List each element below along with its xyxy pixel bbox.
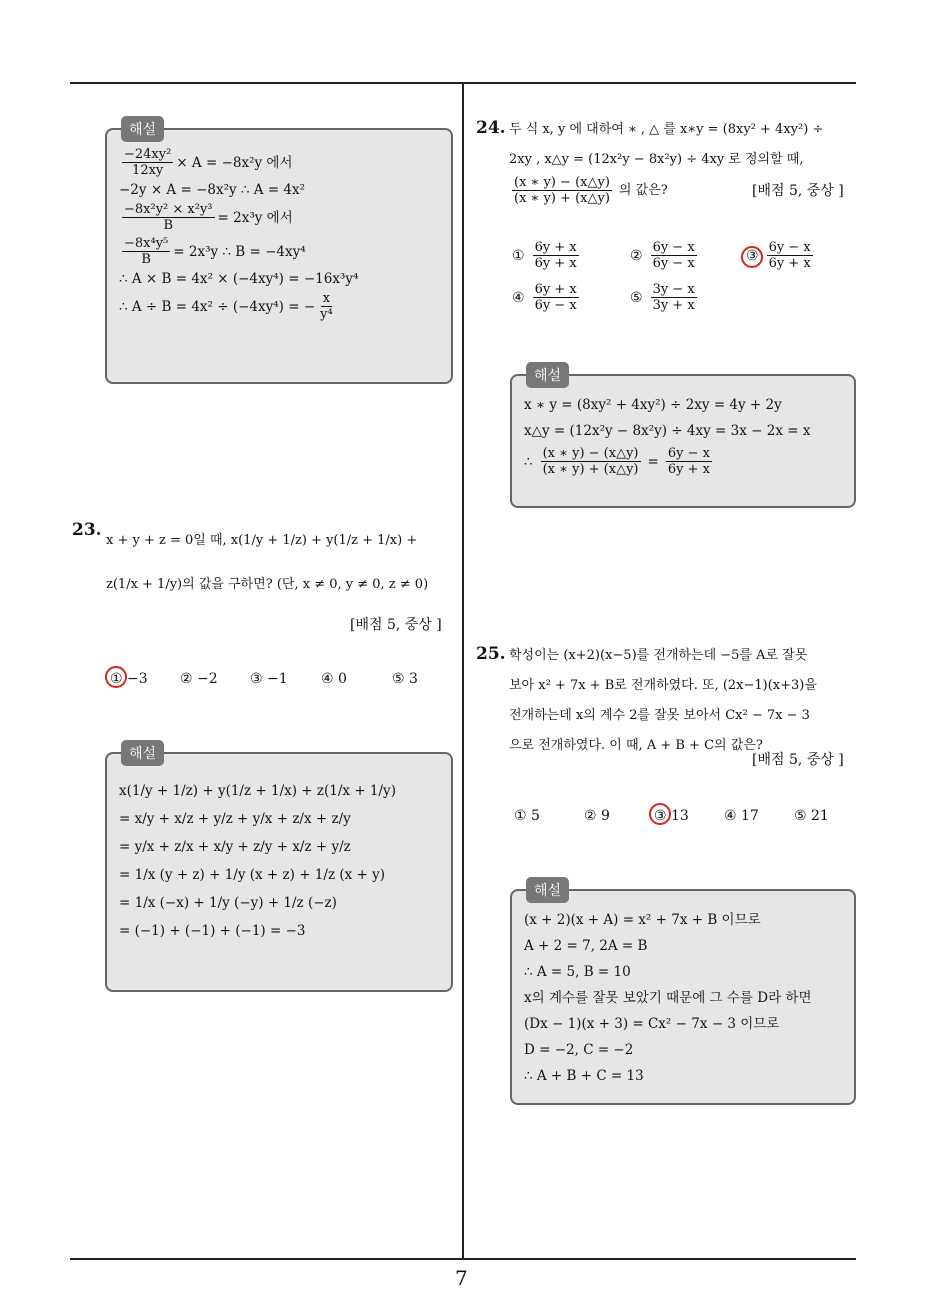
- solution-line: x△y = (12x²y − 8x²y) ÷ 4xy = 3x − 2x = x: [524, 423, 811, 439]
- question-meta: [배점 5, 중상 ]: [350, 617, 442, 633]
- choice-3[interactable]: ③ $\frac{6y - x}{6y + x}$: [746, 240, 811, 271]
- question-number: 24.: [476, 118, 506, 138]
- question-text: 학성이는 (x+2)(x−5)를 전개하는데 −5를 A로 잘못 보아 x² + 7x + B로 전개하였다. 또, (2x−1)(x+3)을 전개하는데 x의 계수 2를 잘못 보아서 Cx² − 7x − 3 으로 전개하였다. 이 때, A + B + C의 값은?: [509, 648, 817, 753]
- solution-tag: 해설: [526, 877, 569, 903]
- solution-line: = (−1) + (−1) + (−1) = −3: [119, 923, 306, 939]
- question-meta: [배점 5, 중상 ]: [752, 183, 844, 199]
- solution-line: $\frac{\text{−24xy²}}{12xy}$ × A = −8x²y 에서: [124, 147, 293, 178]
- solution-line: ∴ A ÷ B = 4x² ÷ (−4xy⁴) = − $\frac{x}{\text{y⁴}}$: [119, 291, 333, 322]
- solution-line: D = −2, C = −2: [524, 1042, 634, 1058]
- solution-line: ∴ A + B + C = 13: [524, 1068, 644, 1084]
- solution-line: $\frac{\text{−8x²y² × x²y³}}{B}$ = 2x³y 에서: [124, 202, 293, 233]
- choice-1[interactable]: ① $\frac{6y + x}{6y + x}$: [512, 240, 577, 271]
- answer-mark-circle: [649, 803, 671, 825]
- solution-box-23: [105, 746, 453, 992]
- solution-line: A + 2 = 7, 2A = B: [524, 938, 648, 954]
- choice-2[interactable]: ② $\frac{6y - x}{6y - x}$: [630, 240, 695, 271]
- solution-box-24: [510, 368, 856, 508]
- solution-line: x ∗ y = (8xy² + 4xy²) ÷ 2xy = 4y + 2y: [524, 397, 782, 413]
- solution-line: = y/x + z/x + x/y + z/y + x/z + y/z: [119, 839, 351, 855]
- choice-2[interactable]: ② −2: [180, 671, 218, 687]
- choice-3[interactable]: ③ −1: [250, 671, 288, 687]
- solution-box-22: [105, 122, 453, 384]
- choice-1[interactable]: ① −3: [110, 671, 148, 687]
- solution-line: x의 계수를 잘못 보았기 때문에 그 수를 D라 하면: [524, 990, 812, 1006]
- question-text: 두 식 x, y 에 대하여 ∗ , △ 를 x∗y = (8xy² + 4xy²) ÷ 2xy , x△y = (12x²y − 8x²y) ÷ 4xy 로 정의할 때, $\frac{(x ∗ y) - (x\triangle y)}{(x ∗ y) + (x\triangle y)}$ 의 값은?: [509, 122, 824, 206]
- column-divider: [462, 84, 464, 1260]
- solution-tag: 해설: [121, 116, 164, 142]
- solution-line: (x + 2)(x + A) = x² + 7x + B 이므로: [524, 912, 761, 928]
- solution-line: ∴ A = 5, B = 10: [524, 964, 631, 980]
- question-number: 25.: [476, 644, 506, 664]
- solution-line: $\frac{\text{−8x⁴y⁵}}{B}$ = 2x³y ∴ B = −4xy⁴: [124, 236, 306, 267]
- solution-box-25: [510, 883, 856, 1105]
- solution-tag: 해설: [526, 362, 569, 388]
- solution-line: (Dx − 1)(x + 3) = Cx² − 7x − 3 이므로: [524, 1016, 780, 1032]
- choice-3[interactable]: ③ 13: [654, 808, 689, 824]
- solution-line: x(1/y + 1/z) + y(1/z + 1/x) + z(1/x + 1/y): [119, 783, 396, 799]
- choice-4[interactable]: ④ 17: [724, 808, 759, 824]
- question-meta: [배점 5, 중상 ]: [752, 752, 844, 768]
- answer-mark-circle: [741, 246, 763, 268]
- choice-4[interactable]: ④ 0: [321, 671, 347, 687]
- solution-line: ∴ A × B = 4x² × (−4xy⁴) = −16x³y⁴: [119, 271, 359, 287]
- solution-line: −2y × A = −8x²y ∴ A = 4x²: [119, 182, 306, 198]
- choice-2[interactable]: ② 9: [584, 808, 610, 824]
- question-number: 23.: [72, 520, 102, 540]
- choice-5[interactable]: ⑤ 21: [794, 808, 829, 824]
- solution-tag: 해설: [121, 740, 164, 766]
- question-text: x + y + z = 0일 때, x(1/y + 1/z) + y(1/z + 1/x) + z(1/x + 1/y)의 값을 구하면? (단, x ≠ 0, y ≠ 0, z ≠ 0): [106, 533, 429, 592]
- choice-5[interactable]: ⑤ $\frac{3y - x}{3y + x}$: [630, 282, 695, 313]
- choice-1[interactable]: ① 5: [514, 808, 540, 824]
- solution-line: = 1/x (−x) + 1/y (−y) + 1/z (−z): [119, 895, 337, 911]
- solution-line: = x/y + x/z + y/z + y/x + z/x + z/y: [119, 811, 351, 827]
- choice-4[interactable]: ④ $\frac{6y + x}{6y - x}$: [512, 282, 577, 313]
- answer-mark-circle: [105, 666, 127, 688]
- choice-5[interactable]: ⑤ 3: [392, 671, 418, 687]
- solution-line: ∴ $\frac{(x ∗ y) - (x\triangle y)}{(x ∗ y) + (x\triangle y)}$ = $\frac{6y - x}{6y + x}$: [524, 446, 710, 477]
- solution-line: = 1/x (y + z) + 1/y (x + z) + 1/z (x + y): [119, 867, 386, 883]
- bottom-rule: [70, 1258, 856, 1260]
- page-number: 7: [455, 1266, 468, 1290]
